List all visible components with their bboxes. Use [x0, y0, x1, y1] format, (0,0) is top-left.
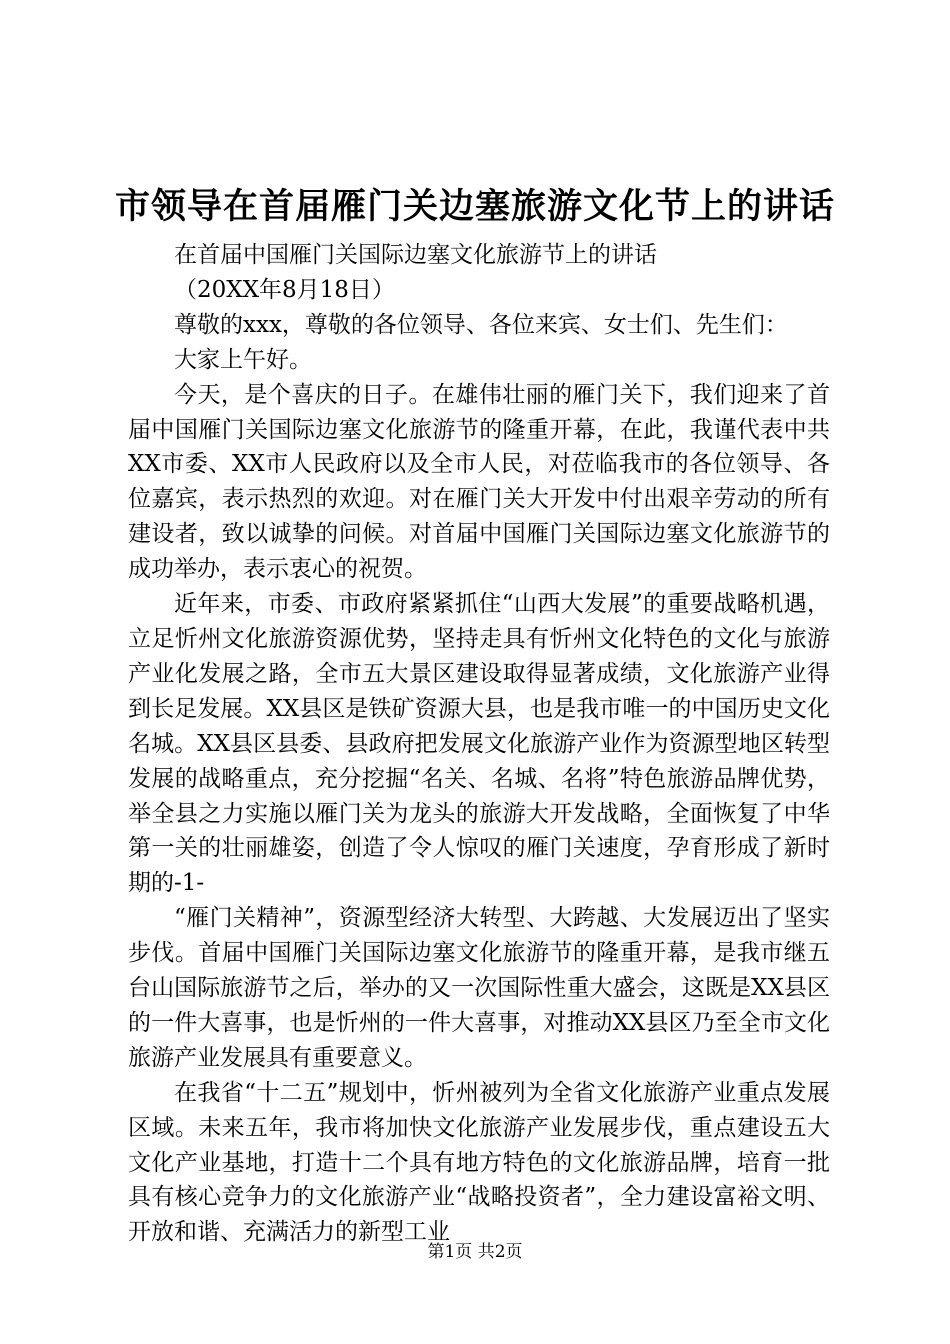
- speech-date: （20XX年8月18日）: [174, 276, 395, 303]
- document-title: 市领导在首届雁门关边塞旅游文化节上的讲话: [114, 186, 835, 227]
- document-body: [128, 238, 830, 1250]
- body-paragraph: “雁门关精神”，资源型经济大转型、大跨越、大发展迈出了坚实步伐。首届中国雁门关国际边塞文化旅游节的隆重开幕，是我市继五台山国际旅游节之后，举办的又一次国际性重大盛会，这既是XX县区的一件大喜事，也是忻州的一件大喜事，对推动XX县区乃至全市文化旅游产业发展具有重要意义。: [128, 905, 830, 1071]
- body-paragraph: 今天，是个喜庆的日子。在雄伟壮丽的雁门关下，我们迎来了首届中国雁门关国际边塞文化旅游节的隆重开幕，在此，我谨代表中共XX市委、XX市人民政府以及全市人民，对莅临我市的各位领导、各位嘉宾，表示热烈的欢迎。对在雁门关大开发中付出艰辛劳动的所有建设者，致以诚挚的问候。对首届中国雁门关国际边塞文化旅游节的成功举办，表示衷心的祝贺。: [128, 381, 830, 583]
- speech-subtitle: 在首届中国雁门关国际边塞文化旅游节上的讲话: [174, 242, 657, 268]
- body-paragraph: 在我省“十二五”规划中，忻州被列为全省文化旅游产业重点发展区域。未来五年，我市将加快文化旅游产业发展步伐，重点建设五大文化产业基地，打造十二个具有地方特色的文化旅游品牌，培育一批具有核心竞争力的文化旅游产业“战略投资者”，全力建设富裕文明、开放和谐、充满活力的新型工业: [128, 1079, 830, 1246]
- body-paragraph: 近年来，市委、市政府紧紧抓住“山西大发展”的重要战略机遇，立足忻州文化旅游资源优势，坚持走具有忻州文化特色的文化与旅游产业化发展之路，全市五大景区建设取得显著成绩，文化旅游产业得到长足发展。XX县区是铁矿资源大县，也是我市唯一的中国历史文化名城。XX县区县委、县政府把发展文化旅游产业作为资源型地区转型发展的战略重点，充分挖掘“名关、名城、名将”特色旅游品牌优势，举全县之力实施以雁门关为龙头的旅游大开发战略，全面恢复了中华第一关的壮丽雄姿，创造了令人惊叹的雁门关速度，孕育形成了新时期的-1-: [128, 591, 830, 897]
- salutation: 尊敬的xxx，尊敬的各位领导、各位来宾、女士们、先生们：: [174, 311, 788, 338]
- greeting: 大家上午好。: [174, 346, 312, 373]
- page-footer: 第1页 共2页: [427, 1242, 523, 1262]
